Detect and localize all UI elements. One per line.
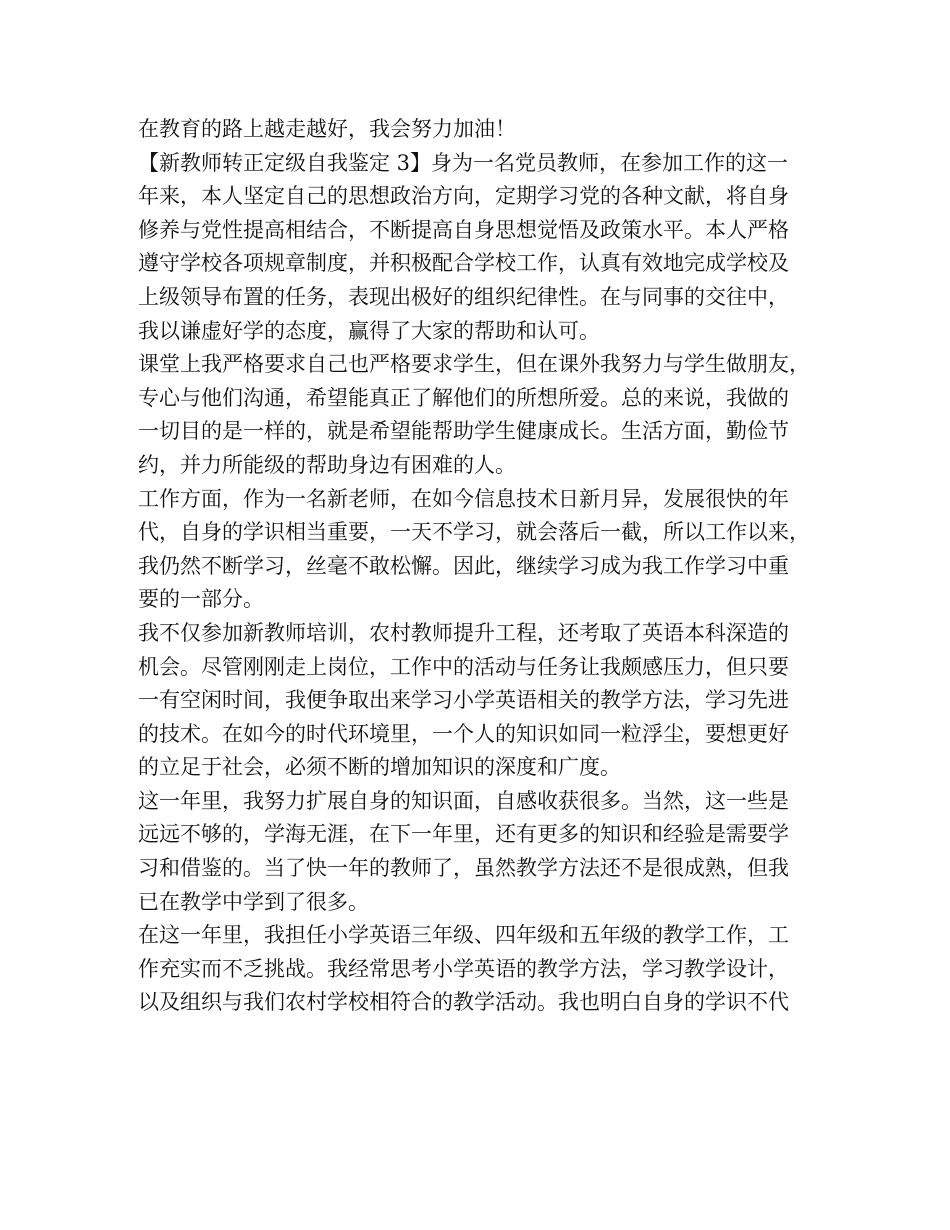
text-line: 工作方面，作为一名新老师，在如今信息技术日新月异，发展很快的年 — [138, 486, 789, 511]
text-line: 我不仅参加新教师培训，农村教师提升工程，还考取了英语本科深造的 — [138, 620, 789, 645]
text-line: 习和借鉴的。当了快一年的教师了，虽然教学方法还不是很成熟，但我 — [138, 856, 789, 881]
text-line: 的技术。在如今的时代环境里，一个人的知识如同一粒浮尘，要想更好 — [138, 721, 789, 746]
text-line: 我仍然不断学习，丝毫不敢松懈。因此，继续学习成为我工作学习中重 — [138, 553, 789, 578]
text-line: 在这一年里，我担任小学英语三年级、四年级和五年级的教学工作，工 — [138, 923, 789, 948]
text-line: 我以谦虚好学的态度，赢得了大家的帮助和认可。 — [138, 318, 600, 343]
text-line: 约，并力所能级的帮助身边有困难的人。 — [138, 452, 516, 477]
text-line: 【新教师转正定级自我鉴定 3】身为一名党员教师，在参加工作的这一 — [138, 150, 789, 175]
text-line: 的立足于社会，必须不断的增加知识的深度和广度。 — [138, 755, 621, 780]
text-line: 一切目的是一样的，就是希望能帮助学生健康成长。生活方面，勤俭节 — [138, 419, 789, 444]
text-line: 专心与他们沟通，希望能真正了解他们的所想所爱。总的来说，我做的 — [138, 385, 789, 410]
text-line: 已在教学中学到了很多。 — [138, 889, 369, 914]
text-line: 这一年里，我努力扩展自身的知识面，自感收获很多。当然，这一些是 — [138, 788, 789, 813]
text-line: 课堂上我严格要求自己也严格要求学生，但在课外我努力与学生做朋友， — [138, 352, 810, 377]
text-line: 修养与党性提高相结合，不断提高自身思想觉悟及政策水平。本人严格 — [138, 217, 789, 242]
document-body — [138, 113, 838, 1020]
text-line: 一有空闲时间，我便争取出来学习小学英语相关的教学方法，学习先进 — [138, 688, 789, 713]
text-line: 以及组织与我们农村学校相符合的教学活动。我也明白自身的学识不代 — [138, 990, 789, 1015]
text-line: 远远不够的，学海无涯，在下一年里，还有更多的知识和经验是需要学 — [138, 822, 789, 847]
text-line: 遵守学校各项规章制度，并积极配合学校工作，认真有效地完成学校及 — [138, 251, 789, 276]
text-line: 上级领导布置的任务，表现出极好的组织纪律性。在与同事的交往中， — [138, 284, 789, 309]
text-line: 代，自身的学识相当重要，一天不学习，就会落后一截，所以工作以来， — [138, 520, 810, 545]
text-line: 作充实而不乏挑战。我经常思考小学英语的教学方法，学习教学设计， — [138, 956, 789, 981]
text-line: 机会。尽管刚刚走上岗位，工作中的活动与任务让我颇感压力，但只要 — [138, 654, 789, 679]
text-line: 要的一部分。 — [138, 587, 264, 612]
text-line: 在教育的路上越走越好，我会努力加油！ — [138, 117, 516, 141]
text-line: 年来，本人坚定自己的思想政治方向，定期学习党的各种文献，将自身 — [138, 184, 789, 209]
